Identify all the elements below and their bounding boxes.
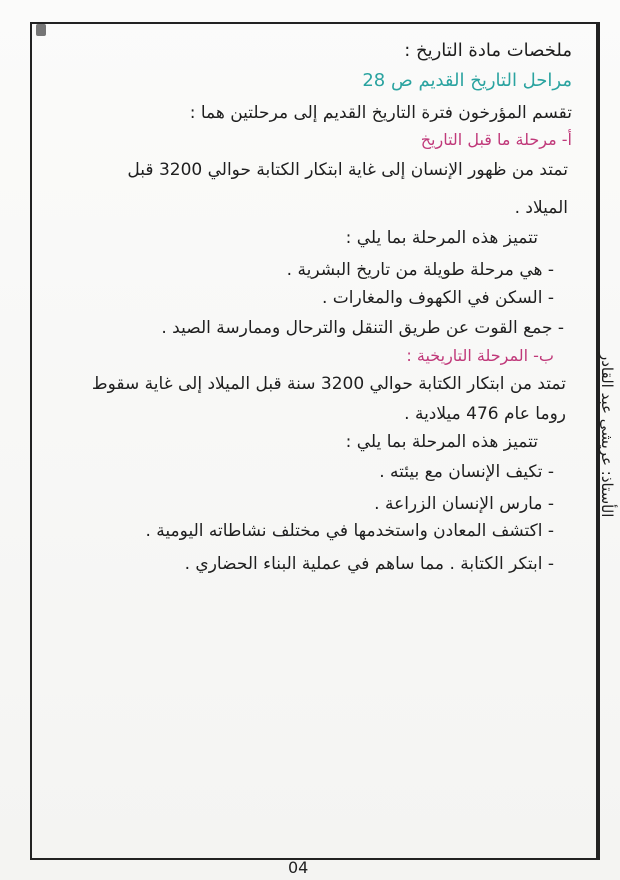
section1-desc-line1: تمتد من ظهور الإنسان إلى غاية ابتكار الكتابة حوالي 3200 قبل <box>127 160 568 180</box>
section2-heading: ب- المرحلة التاريخية : <box>406 346 554 365</box>
page-title: ملخصات مادة التاريخ : <box>404 40 572 61</box>
section2-bullet: - مارس الإنسان الزراعة . <box>374 494 554 514</box>
section1-bullet: - السكن في الكهوف والمغارات . <box>321 288 554 308</box>
page-number: 04 <box>288 858 309 877</box>
section1-heading: أ- مرحلة ما قبل التاريخ <box>420 130 572 149</box>
section1-desc-line2: الميلاد . <box>514 198 568 218</box>
section2-features-label: تتميز هذه المرحلة بما يلي : <box>345 432 538 452</box>
section2-bullet: - ابتكر الكتابة . مما ساهم في عملية البناء الحضاري . <box>184 554 554 574</box>
lesson-subtitle: مراحل التاريخ القديم ص 28 <box>362 70 572 91</box>
section1-bullet: - جمع القوت عن طريق التنقل والترحال وممارسة الصيد . <box>161 318 564 338</box>
section1-features-label: تتميز هذه المرحلة بما يلي : <box>345 228 538 248</box>
section2-desc-line2: روما عام 476 ميلادية . <box>404 404 566 424</box>
section2-bullet: - اكتشف المعادن واستخدمها في مختلف نشاطاته اليومية . <box>145 521 554 541</box>
intro-text: تقسم المؤرخون فترة التاريخ القديم إلى مرحلتين هما : <box>189 103 572 123</box>
section1-bullet: - هي مرحلة طويلة من تاريخ البشرية . <box>286 260 554 280</box>
section2-desc-line1: تمتد من ابتكار الكتابة حوالي 3200 سنة قبل الميلاد إلى غاية سقوط <box>91 374 566 394</box>
ink-smudge <box>36 24 46 36</box>
teacher-name: الأستاذ: عريشي عبد القادر <box>598 352 616 518</box>
section2-bullet: - تكيف الإنسان مع بيئته . <box>379 462 554 482</box>
